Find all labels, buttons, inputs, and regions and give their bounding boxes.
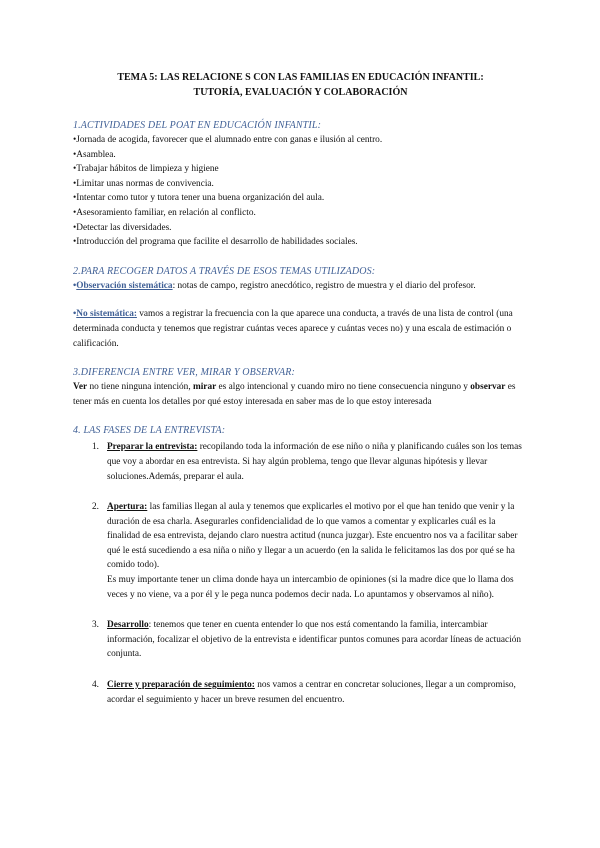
systematic-observation-text: : notas de campo, registro anecdótico, registro de muestra y el diario del profesor. — [172, 280, 476, 291]
phase-text-continued: Es muy importante tener un clima donde haya un intercambio de opiniones (si la madre dice que lo llama dos veces y no viene, va a por él y le pega nunca podemos decir nada. Lo apuntamos y observamos al niño). — [107, 575, 514, 600]
document-page — [73, 70, 528, 723]
phase-number: 2. — [92, 502, 99, 513]
section-2-heading: 2.PARA RECOGER DATOS A TRAVÉS DE ESOS TEMAS UTILIZADOS: — [73, 265, 376, 277]
phase-label: Apertura: — [107, 502, 148, 513]
list-item — [73, 440, 528, 484]
phase-text: recopilando toda la información de ese niño o niña y planificando cuáles son los temas que voy a abordar en esa entrevista. Si hay algún problema, tengo que llevar algunas hipótesis y llevar soluciones.Además, preparar el aula. — [107, 442, 522, 482]
mirar-text: es algo intencional y cuando miro no tiene consecuencia ninguno y — [216, 382, 471, 393]
list-item — [73, 618, 528, 662]
phase-text: nos vamos a centrar en concretar soluciones, llegar a un compromiso, acordar el seguimiento y hacer un breve resumen del encuentro. — [107, 680, 516, 705]
phase-label: Desarrollo — [107, 620, 149, 631]
phase-label: Cierre y preparación de seguimiento: — [107, 680, 255, 691]
section-4-heading: 4. LAS FASES DE LA ENTREVISTA: — [73, 425, 226, 437]
mirar-label: mirar — [192, 382, 217, 393]
section-1-heading: 1.ACTIVIDADES DEL POAT EN EDUCACIÓN INFANTIL: — [73, 120, 322, 131]
list-item — [73, 500, 528, 602]
section-interview-phases — [73, 423, 528, 707]
section-see-look-observe — [73, 365, 528, 409]
list-item: •Jornada de acogida, favorecer que el alumnado entre con ganas e ilusión al centro. — [73, 135, 383, 145]
list-item: •Limitar unas normas de convivencia. — [73, 178, 214, 189]
phase-text: las familias llegan al aula y tenemos que explicarles el motivo por el que han tenido que venir y la duración de esa charla. Asegurarles confidencialidad de lo que vamos a comentar y explicarles cuál es la finalidad de esa entrevista, dejando claro nuestra actitud (nunca juzgar). Este encuentro nos va a facilitar saber qué le está sucediendo a esa niña o niño y llegar a un acuerdo (en la salida le felicitamos las dos por qué se ha comido todo). — [107, 502, 518, 571]
title-line-2: TUTORÍA, EVALUACIÓN Y COLABORACIÓN — [193, 87, 408, 98]
phases-list — [73, 440, 528, 707]
list-item: •Intentar como tutor y tutora tener una buena organización del aula. — [73, 193, 325, 204]
observar-text: es tener más en cuenta los detalles por qué estoy interesada en saber mas de lo que estoy interesada — [73, 382, 516, 407]
activities-list — [73, 133, 528, 250]
title-line-1: TEMA 5: LAS RELACIONE S CON LAS FAMILIAS EN EDUCACIÓN INFANTIL: — [117, 72, 484, 83]
ver-text: no tiene ninguna intención, — [87, 382, 193, 393]
systematic-observation-paragraph — [73, 279, 528, 294]
phase-number: 3. — [92, 620, 99, 631]
non-systematic-observation-text: vamos a registrar la frecuencia con la que aparece una conducta, a través de una lista de control (una determinada conducta y tenemos que registrar cuántas veces aparece y cuántas veces no) y una escala de estimación o calificación. — [73, 309, 513, 349]
phase-number: 1. — [92, 442, 99, 453]
list-item: •Detectar las diversidades. — [73, 222, 172, 233]
list-item — [73, 678, 528, 707]
ver-label: Ver — [73, 382, 88, 393]
list-item: •Trabajar hábitos de limpieza y higiene — [73, 164, 219, 175]
document-title — [73, 70, 528, 100]
phase-number: 4. — [92, 680, 99, 691]
see-look-observe-paragraph — [73, 380, 528, 409]
systematic-observation-label: Observación sistemática — [76, 280, 173, 291]
observar-label: observar — [470, 382, 506, 393]
section-3-heading: 3.DIFERENCIA ENTRE VER, MIRAR Y OBSERVAR: — [73, 367, 295, 379]
bullet-symbol: • — [73, 280, 77, 291]
phase-text: : tenemos que tener en cuenta entender lo que nos está comentando la familia, intercambiar información, focalizar el objetivo de la entrevista e identificar puntos comunes para acordar líneas de actuación conjunta. — [107, 620, 522, 660]
non-systematic-observation-label: No sistemática: — [76, 309, 137, 320]
list-item: •Asesoramiento familiar, en relación al conflicto. — [73, 207, 256, 218]
bullet-symbol: • — [73, 309, 77, 320]
non-systematic-observation-paragraph — [73, 307, 528, 351]
phase-label: Preparar la entrevista: — [107, 442, 198, 453]
list-item: •Introducción del programa que facilite el desarrollo de habilidades sociales. — [73, 237, 358, 248]
section-poat-activities — [73, 118, 528, 250]
list-item: •Asamblea. — [73, 149, 116, 160]
section-data-collection — [73, 264, 528, 351]
